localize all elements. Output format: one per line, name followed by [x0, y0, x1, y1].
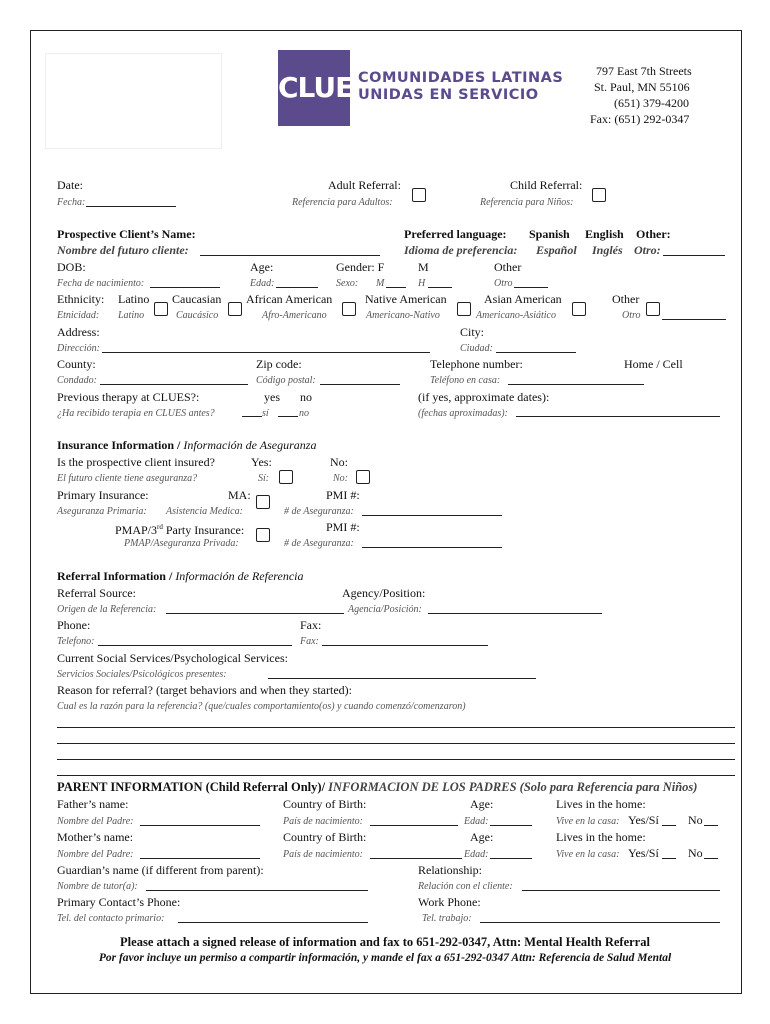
guardian-label: Guardian’s name (if different from parent):: [57, 863, 264, 877]
footer-instruction-es: Por favor incluye un permiso a compartir información, y mande el fax a 651-292-0347 Attn: Referencia de Salud Mental: [98, 952, 672, 964]
ethnicity-native: Native American: [365, 292, 447, 306]
agency-field[interactable]: [428, 613, 602, 614]
zip-field[interactable]: [320, 384, 400, 385]
reason-label: Reason for referral? (target behaviors and when they started):: [57, 683, 352, 697]
father-name-label-es: Nombre del Padre:: [57, 816, 134, 827]
reason-label-es: Cual es la razón para la referencia? (que/cuales comportamiento(os) y cuando comenzó/comenzaron): [57, 701, 466, 712]
client-name-field[interactable]: [200, 255, 380, 256]
county-field[interactable]: [100, 384, 248, 385]
dob-label: DOB:: [57, 260, 86, 274]
father-name-field[interactable]: [140, 825, 260, 826]
agency-label: Agency/Position:: [342, 586, 426, 600]
ethnicity-african-checkbox[interactable]: [342, 302, 356, 316]
ma-checkbox[interactable]: [256, 495, 270, 509]
insured-no-checkbox[interactable]: [356, 470, 370, 484]
child-referral-checkbox[interactable]: [592, 188, 606, 202]
org-address1: 797 East 7th Streets: [596, 64, 692, 78]
telephone-field[interactable]: [508, 384, 644, 385]
language-english[interactable]: English: [585, 227, 624, 241]
reason-field-line-1[interactable]: [57, 727, 735, 728]
insured-no-label: No:: [330, 455, 348, 469]
language-label-es: Idioma de preferencia:: [404, 243, 518, 257]
ma-label-es: Asistencia Medica:: [166, 506, 243, 517]
contact-phone-field[interactable]: [178, 922, 368, 923]
ethnicity-african-es: Afro-Americano: [262, 310, 327, 321]
org-name: [358, 70, 563, 104]
father-lives-label-es: Vive en la casa:: [556, 816, 620, 827]
ethnicity-other-field[interactable]: [662, 319, 726, 320]
father-country-label: Country of Birth:: [283, 797, 367, 811]
parent-title: PARENT INFORMATION (Child Referral Only)/: [57, 780, 326, 794]
ethnicity-label: Ethnicity:: [57, 292, 105, 306]
org-name-line1: COMUNIDADES LATINAS: [358, 70, 564, 86]
ethnicity-native-es: Americano-Nativo: [366, 310, 440, 321]
pmi-label-2: PMI #:: [326, 520, 360, 534]
date-field[interactable]: [86, 206, 176, 207]
dob-field[interactable]: [150, 287, 220, 288]
mother-lives-no: No: [688, 846, 703, 860]
primary-insurance-label-es: Aseguranza Primaria:: [57, 506, 147, 517]
father-country-field[interactable]: [370, 825, 458, 826]
pmap-label: [115, 520, 244, 537]
parent-title-es: INFORMACION DE LOS PADRES (Solo para Referencia para Niños): [328, 780, 698, 794]
mother-country-field[interactable]: [370, 858, 462, 859]
pmap-label-main: PMAP/3: [115, 523, 158, 537]
referral-title-es: Información de Referencia: [175, 569, 304, 583]
org-name-line2: UNIDAS EN SERVICIO: [358, 87, 539, 103]
child-referral-label: Child Referral:: [510, 178, 583, 192]
language-es-otro: Otro:: [634, 243, 661, 257]
ethnicity-asian-checkbox[interactable]: [572, 302, 586, 316]
referral-fax-label-es: Fax:: [300, 636, 319, 647]
city-field[interactable]: [496, 352, 576, 353]
pmap-label-sup: rd: [157, 523, 163, 531]
ethnicity-other-es: Otro: [622, 310, 641, 321]
pmi-label: PMI #:: [326, 488, 360, 502]
clues-logo: CLUES: [278, 50, 350, 126]
work-phone-field[interactable]: [480, 922, 720, 923]
referral-phone-label: Phone:: [57, 618, 91, 632]
language-other[interactable]: Other:: [636, 227, 671, 241]
org-fax: Fax: (651) 292-0347: [590, 112, 690, 126]
guardian-label-es: Nombre de tutor(a):: [57, 881, 138, 892]
telephone-label-es: Teléfono en casa:: [430, 375, 501, 386]
pmi-number-label-es-2: # de Aseguranza:: [284, 538, 354, 549]
father-name-label: Father’s name:: [57, 797, 129, 811]
reason-field-line-4[interactable]: [57, 775, 735, 776]
city-label: City:: [460, 325, 485, 339]
pmi-number-label-es: # de Aseguranza:: [284, 506, 354, 517]
ethnicity-caucasian-es: Caucásico: [176, 310, 219, 321]
ethnicity-latino-es: Latino: [118, 310, 145, 321]
mother-name-label: Mother’s name:: [57, 830, 134, 844]
dob-label-es: Fecha de nacimiento:: [57, 278, 145, 289]
contact-phone-label-es: Tel. del contacto primario:: [57, 913, 165, 924]
ethnicity-caucasian-checkbox[interactable]: [228, 302, 242, 316]
mother-name-field[interactable]: [140, 858, 260, 859]
referral-source-label: Referral Source:: [57, 586, 136, 600]
ma-label: MA:: [228, 488, 251, 502]
zip-label: Zip code:: [256, 357, 302, 371]
ethnicity-latino-checkbox[interactable]: [154, 302, 168, 316]
referral-section-title: [57, 569, 304, 583]
mother-lives-label: Lives in the home:: [556, 830, 646, 844]
work-phone-label-es: Tel. trabajo:: [422, 913, 472, 924]
pmap-checkbox[interactable]: [256, 528, 270, 542]
gender-m[interactable]: M: [418, 260, 429, 274]
insurance-title: Insurance Information /: [57, 438, 181, 452]
county-label-es: Condado:: [57, 375, 97, 386]
previous-therapy-label: Previous therapy at CLUES?:: [57, 390, 200, 404]
mother-lives-yes-field[interactable]: [662, 858, 676, 859]
blank-logo-area: [45, 53, 222, 149]
referral-phone-label-es: Telefono:: [57, 636, 95, 647]
date-label-es: Fecha:: [57, 197, 86, 208]
previous-therapy-label-es: ¿Ha recibido terapia en CLUES antes?: [57, 408, 215, 419]
ethnicity-label-es: Etnicidad:: [57, 310, 100, 321]
referral-title: Referral Information /: [57, 569, 173, 583]
previous-therapy-yes[interactable]: yes: [264, 390, 280, 404]
insurance-section-title: [57, 438, 316, 452]
therapy-dates-label: (if yes, approximate dates):: [418, 390, 550, 404]
pmap-label-rest: Party Insurance:: [162, 523, 245, 537]
relationship-label-es: Relación con el cliente:: [418, 881, 513, 892]
zip-label-es: Código postal:: [256, 375, 316, 386]
guardian-field[interactable]: [146, 890, 368, 891]
work-phone-label: Work Phone:: [418, 895, 481, 909]
referral-phone-field[interactable]: [98, 645, 292, 646]
primary-insurance-label: Primary Insurance:: [57, 488, 149, 502]
referral-fax-label: Fax:: [300, 618, 322, 632]
age-label: Age:: [250, 260, 274, 274]
insured-label-es: El futuro cliente tiene aseguranza?: [57, 473, 198, 484]
referral-fax-field[interactable]: [322, 645, 488, 646]
language-es-ingles: Inglés: [592, 243, 623, 257]
ethnicity-other-checkbox[interactable]: [646, 302, 660, 316]
therapy-dates-field[interactable]: [516, 416, 720, 417]
mother-age-label: Age:: [470, 830, 494, 844]
insured-si-label: Sí:: [258, 473, 270, 484]
father-age-label-es: Edad:: [464, 816, 489, 827]
reason-field-line-2[interactable]: [57, 743, 735, 744]
org-address2: St. Paul, MN 55106: [594, 80, 690, 94]
gender-h-field[interactable]: [428, 287, 452, 288]
father-age-field[interactable]: [490, 825, 532, 826]
previous-therapy-no-field[interactable]: [278, 416, 298, 417]
gender-other[interactable]: Other: [494, 260, 522, 274]
adult-referral-label-es: Referencia para Adultos:: [292, 197, 393, 208]
contact-phone-label: Primary Contact’s Phone:: [57, 895, 181, 909]
therapy-dates-label-es: (fechas aproximadas):: [418, 408, 508, 419]
gender-m-field[interactable]: [386, 287, 406, 288]
insured-yes-checkbox[interactable]: [279, 470, 293, 484]
gender-es-m: M: [376, 278, 385, 289]
date-label: Date:: [57, 178, 83, 192]
address-field[interactable]: [102, 352, 430, 353]
address-label-es: Dirección:: [57, 343, 100, 354]
services-label: Current Social Services/Psychological Services:: [57, 651, 288, 665]
adult-referral-checkbox[interactable]: [412, 188, 426, 202]
pmi-number-field-2[interactable]: [362, 547, 502, 548]
mother-name-label-es: Nombre del Padre:: [57, 849, 134, 860]
insured-no-label-es: No:: [333, 473, 348, 484]
adult-referral-label: Adult Referral:: [328, 178, 401, 192]
language-other-field[interactable]: [663, 255, 725, 256]
language-spanish[interactable]: Spanish: [529, 227, 570, 241]
pmi-number-field[interactable]: [362, 515, 502, 516]
mother-lives-yes: Yes/Sí: [628, 846, 659, 860]
mother-lives-label-es: Vive en la casa:: [556, 849, 620, 860]
gender-label-es: Sexo:: [336, 278, 359, 289]
previous-therapy-si: sí: [262, 408, 269, 419]
telephone-label: Telephone number:: [430, 357, 523, 371]
age-label-es: Edad:: [250, 278, 275, 289]
reason-field-line-3[interactable]: [57, 759, 735, 760]
ethnicity-asian-es: Americano-Asiático: [476, 310, 556, 321]
gender-es-h: H: [418, 278, 426, 289]
father-lives-label: Lives in the home:: [556, 797, 646, 811]
insured-yes-label: Yes:: [251, 455, 272, 469]
mother-country-label-es: País de nacimiento:: [283, 849, 363, 860]
insurance-title-es: Información de Aseguranza: [183, 438, 317, 452]
age-field[interactable]: [276, 287, 318, 288]
relationship-field[interactable]: [522, 890, 720, 891]
footer-instruction: Please attach a signed release of information and fax to 651-292-0347, Attn: Mental Health Referral: [120, 935, 650, 949]
client-name-label-es: Nombre del futuro cliente:: [57, 243, 189, 257]
city-label-es: Ciudad:: [460, 343, 493, 354]
pmap-label-es: PMAP/Aseguranza Privada:: [124, 538, 239, 549]
previous-therapy-no-es: no: [299, 408, 309, 419]
father-country-label-es: País de nacimiento:: [283, 816, 363, 827]
referral-source-field[interactable]: [166, 613, 344, 614]
gender-label: Gender: F: [336, 260, 385, 274]
county-label: County:: [57, 357, 96, 371]
client-name-label: Prospective Client’s Name:: [57, 227, 196, 241]
mother-age-field[interactable]: [490, 858, 532, 859]
ethnicity-asian: Asian American: [484, 292, 562, 306]
previous-therapy-no[interactable]: no: [300, 390, 312, 404]
home-cell-label[interactable]: Home / Cell: [624, 357, 683, 371]
previous-therapy-si-field[interactable]: [242, 416, 262, 417]
relationship-label: Relationship:: [418, 863, 482, 877]
parent-section-title: [57, 780, 697, 794]
services-field[interactable]: [268, 678, 536, 679]
agency-label-es: Agencia/Posición:: [348, 604, 422, 615]
org-phone: (651) 379-4200: [614, 96, 689, 110]
ethnicity-other: Other: [612, 292, 640, 306]
father-lives-yes-field[interactable]: [662, 825, 676, 826]
gender-es-otro: Otro: [494, 278, 513, 289]
child-referral-label-es: Referencia para Niños:: [480, 197, 574, 208]
language-label: Preferred language:: [404, 227, 507, 241]
insured-label: Is the prospective client insured?: [57, 455, 215, 469]
language-es-espanol: Español: [536, 243, 577, 257]
ethnicity-native-checkbox[interactable]: [457, 302, 471, 316]
father-lives-yes: Yes/Sí: [628, 813, 659, 827]
father-age-label: Age:: [470, 797, 494, 811]
referral-source-label-es: Origen de la Referencia:: [57, 604, 157, 615]
gender-other-field[interactable]: [514, 287, 548, 288]
mother-lives-no-field[interactable]: [704, 858, 718, 859]
services-label-es: Servicios Sociales/Psicológicos presentes:: [57, 669, 227, 680]
ethnicity-african: African American: [246, 292, 333, 306]
ethnicity-latino: Latino: [118, 292, 150, 306]
mother-age-label-es: Edad:: [464, 849, 489, 860]
father-lives-no: No: [688, 813, 703, 827]
mother-country-label: Country of Birth:: [283, 830, 367, 844]
ethnicity-caucasian: Caucasian: [172, 292, 222, 306]
address-label: Address:: [57, 325, 100, 339]
father-lives-no-field[interactable]: [704, 825, 718, 826]
